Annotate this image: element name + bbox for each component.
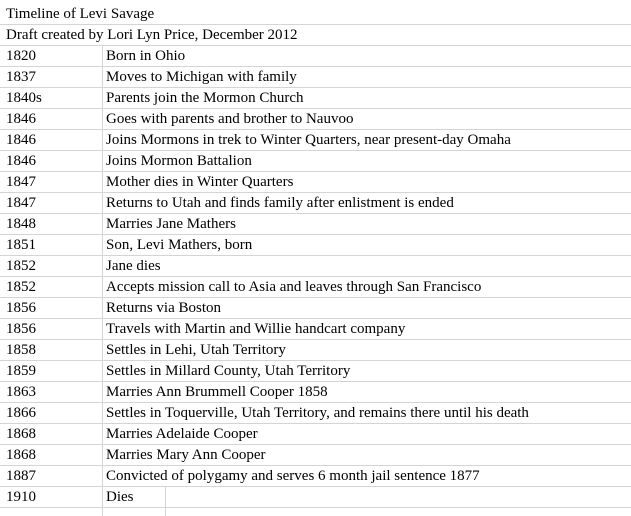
column-divider [165,487,166,516]
table-row[interactable] [0,214,631,235]
table-row[interactable] [0,298,631,319]
table-row[interactable] [0,466,631,487]
year-cell[interactable]: 1863 [6,384,36,400]
year-cell[interactable]: 1887 [6,468,36,484]
table-row[interactable] [0,67,631,88]
event-cell[interactable]: Convicted of polygamy and serves 6 month jail sentence 1877 [106,468,480,484]
table-row[interactable] [0,88,631,109]
table-row[interactable] [0,130,631,151]
table-row[interactable] [0,361,631,382]
year-cell[interactable]: 1859 [6,363,36,379]
sheet-subtitle[interactable]: Draft created by Lori Lyn Price, December 2012 [6,27,298,43]
year-cell[interactable]: 1866 [6,405,36,421]
event-cell[interactable]: Marries Mary Ann Cooper [106,447,266,463]
year-cell[interactable]: 1868 [6,426,36,442]
table-row[interactable] [0,340,631,361]
event-cell[interactable]: Son, Levi Mathers, born [106,237,253,253]
table-row[interactable] [0,382,631,403]
table-row[interactable] [0,235,631,256]
event-cell[interactable]: Goes with parents and brother to Nauvoo [106,111,354,127]
event-cell[interactable]: Parents join the Mormon Church [106,90,304,106]
table-row[interactable] [0,46,631,67]
event-cell[interactable]: Marries Ann Brummell Cooper 1858 [106,384,328,400]
year-cell[interactable]: 1852 [6,258,36,274]
year-cell[interactable]: 1851 [6,237,36,253]
column-divider [102,46,103,516]
table-row[interactable] [0,256,631,277]
year-cell[interactable]: 1868 [6,447,36,463]
year-cell[interactable]: 1840s [6,90,42,106]
year-cell[interactable]: 1856 [6,300,36,316]
year-cell[interactable]: 1820 [6,48,36,64]
event-cell[interactable]: Returns to Utah and finds family after enlistment is ended [106,195,454,211]
event-cell[interactable]: Settles in Toquerville, Utah Territory, and remains there until his death [106,405,529,421]
year-cell[interactable]: 1910 [6,489,36,505]
table-row[interactable] [0,445,631,466]
event-cell[interactable]: Marries Adelaide Cooper [106,426,258,442]
table-row[interactable] [0,109,631,130]
table-row[interactable] [0,319,631,340]
event-cell[interactable]: Mother dies in Winter Quarters [106,174,294,190]
event-cell[interactable]: Joins Mormons in trek to Winter Quarters, near present-day Omaha [106,132,511,148]
event-cell[interactable]: Moves to Michigan with family [106,69,297,85]
event-cell[interactable]: Jane dies [106,258,161,274]
event-cell[interactable]: Dies [106,489,134,505]
subtitle-row[interactable] [0,25,631,46]
table-row[interactable] [0,424,631,445]
year-cell[interactable]: 1856 [6,321,36,337]
year-cell[interactable]: 1837 [6,69,36,85]
year-cell[interactable]: 1846 [6,111,36,127]
event-cell[interactable]: Marries Jane Mathers [106,216,236,232]
year-cell[interactable]: 1847 [6,174,36,190]
event-cell[interactable]: Settles in Millard County, Utah Territory [106,363,351,379]
title-row[interactable] [0,4,631,25]
year-cell[interactable]: 1847 [6,195,36,211]
table-row[interactable] [0,172,631,193]
year-cell[interactable]: 1852 [6,279,36,295]
year-cell[interactable]: 1858 [6,342,36,358]
table-row[interactable] [0,403,631,424]
year-cell[interactable]: 1846 [6,153,36,169]
event-cell[interactable]: Travels with Martin and Willie handcart company [106,321,406,337]
year-cell[interactable]: 1846 [6,132,36,148]
table-row[interactable] [0,193,631,214]
event-cell[interactable]: Joins Mormon Battalion [106,153,252,169]
event-cell[interactable]: Born in Ohio [106,48,186,64]
sheet-title[interactable]: Timeline of Levi Savage [6,6,155,22]
table-row[interactable] [0,277,631,298]
table-row[interactable] [0,487,631,508]
table-row[interactable] [0,151,631,172]
event-cell[interactable]: Settles in Lehi, Utah Territory [106,342,286,358]
year-cell[interactable]: 1848 [6,216,36,232]
event-cell[interactable]: Accepts mission call to Asia and leaves through San Francisco [106,279,482,295]
event-cell[interactable]: Returns via Boston [106,300,221,316]
